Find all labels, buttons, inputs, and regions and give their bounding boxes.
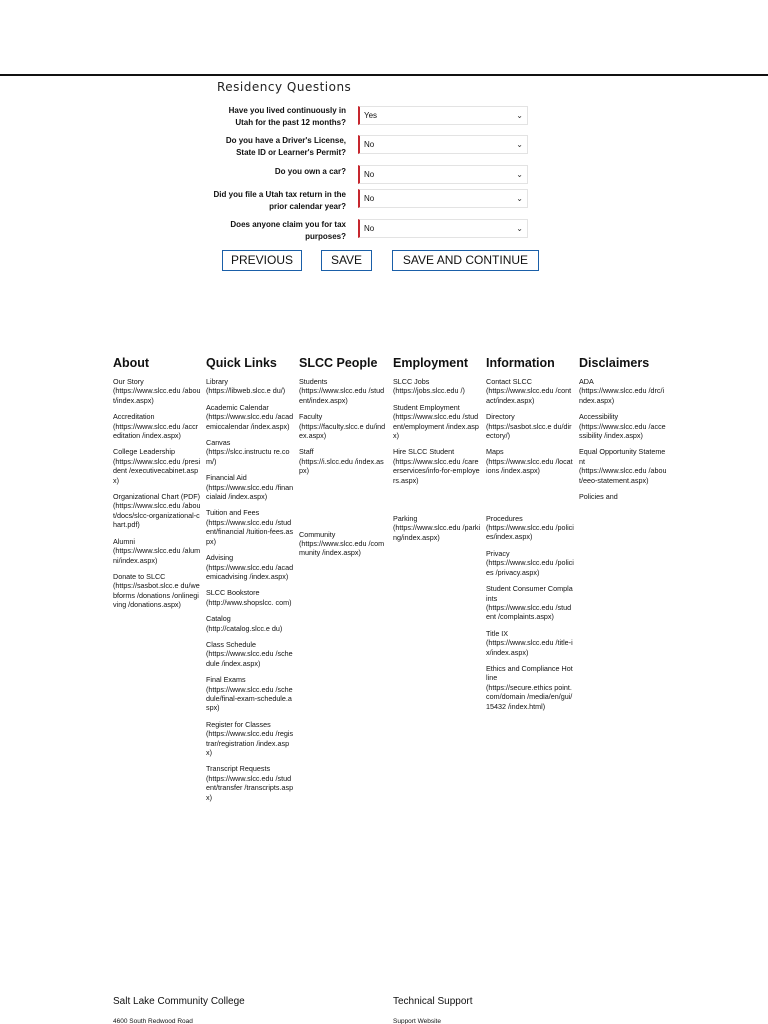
footer-link[interactable]: Student Employment (https://www.slcc.edu /student/employment /index.aspx)	[393, 402, 479, 441]
footer-link[interactable]: Community (https://www.slcc.edu /community /index.aspx)	[299, 529, 385, 558]
footer-link[interactable]: Students (https://www.slcc.edu /student/index.aspx)	[299, 377, 385, 405]
footer-link[interactable]: Alumni (https://www.slcc.edu /alumni/index.aspx)	[113, 536, 201, 565]
footer-link[interactable]: Student Consumer Complaints (https://www.slcc.edu /student /complaints.aspx)	[486, 584, 573, 622]
footer-link[interactable]: Policies and	[579, 492, 618, 502]
chevron-down-icon: ⌄	[516, 194, 523, 203]
question-row	[210, 134, 540, 160]
support-website-link[interactable]: Support Website	[393, 1018, 441, 1024]
footer-link[interactable]: Tuition and Fees (https://www.slcc.edu /student/financial /tuition-fees.aspx)	[206, 508, 294, 546]
footer-heading: SLCC People	[299, 356, 378, 370]
footer-link[interactable]: SLCC Jobs (https://jobs.slcc.edu /)	[393, 377, 465, 396]
footer-heading: Quick Links	[206, 356, 277, 370]
header-divider	[0, 74, 768, 76]
footer-link[interactable]: Equal Opportunity Statement (https://www.slcc.edu /about/eeo-statement.aspx)	[579, 447, 667, 485]
footer-column-about	[113, 355, 201, 617]
footer-link[interactable]: Register for Classes (https://www.slcc.edu /registrar/registration /index.aspx)	[206, 719, 294, 757]
chevron-down-icon: ⌄	[516, 140, 523, 149]
footer-link[interactable]: Canvas (https://slcc.instructu re.com/)	[206, 438, 290, 466]
footer-link[interactable]: College Leadership (https://www.slcc.edu /president /executivecabinet.asp x)	[113, 447, 201, 485]
footer-link[interactable]: Directory (https://sasbot.slcc.e du/directory/)	[486, 412, 572, 441]
question-row	[210, 104, 540, 130]
footer-link[interactable]: Class Schedule (https://www.slcc.edu /schedule /index.aspx)	[206, 639, 293, 668]
footer-link[interactable]: Final Exams (https://www.slcc.edu /schedule/final-exam-schedule.aspx)	[206, 675, 293, 713]
footer-link[interactable]: Contact SLCC (https://www.slcc.edu /contact/index.aspx)	[486, 377, 572, 405]
footer-link[interactable]: Faculty (https://faculty.slcc.e du/index.aspx)	[299, 412, 386, 441]
select-value: No	[364, 140, 375, 149]
footer-link[interactable]: Organizational Chart (PDF) (https://www.slcc.edu /about/docs/slcc-organizational-chart.pdf)	[113, 492, 201, 530]
tax-claim-select[interactable]	[358, 219, 528, 238]
footer-link[interactable]: Procedures (https://www.slcc.edu /policies/index.aspx)	[486, 513, 574, 542]
footer-column-quick-links	[206, 355, 294, 809]
footer-link[interactable]: Advising (https://www.slcc.edu /academicadvising /index.aspx)	[206, 553, 294, 581]
college-address: 4600 South Redwood Road	[113, 1018, 193, 1024]
footer-column-disclaimers	[579, 355, 667, 508]
footer-heading: Employment	[393, 356, 469, 370]
footer-link[interactable]: Hire SLCC Student (https://www.slcc.edu /careerservices/info-for-employers.aspx)	[393, 447, 480, 485]
footer-link[interactable]: Privacy (https://www.slcc.edu /policies /privacy.aspx)	[486, 548, 574, 577]
footer-link[interactable]: Donate to SLCC (https://sasbot.slcc.e du/webforms /donations /onlinegiving /donations.aspx)	[113, 571, 200, 610]
select-value: No	[364, 224, 375, 233]
footer-link[interactable]: Library (https://libweb.slcc.e du/)	[206, 377, 286, 396]
footer-heading: Information	[486, 356, 555, 370]
footer-link[interactable]: Title IX (https://www.slcc.edu /title-ix/index.aspx)	[486, 628, 573, 657]
section-title: Residency Questions	[217, 80, 352, 94]
footer-link[interactable]: Maps (https://www.slcc.edu /locations /index.aspx)	[486, 447, 573, 476]
previous-button[interactable]: PREVIOUS	[222, 250, 302, 271]
residency-select[interactable]	[358, 106, 528, 125]
footer-link[interactable]: Transcript Requests (https://www.slcc.edu /student/transfer /transcripts.aspx)	[206, 764, 294, 802]
question-row	[210, 164, 540, 190]
footer-column-employment	[393, 355, 481, 549]
select-value: No	[364, 170, 375, 179]
footer-link[interactable]: Our Story (https://www.slcc.edu /about/index.aspx)	[113, 377, 201, 405]
question-label: Have you lived continuously in Utah for the past 12 months?	[228, 106, 346, 127]
footer-column-slcc-people	[299, 355, 387, 565]
question-label: Did you file a Utah tax return in the prior calendar year?	[213, 190, 346, 211]
footer-link[interactable]: SLCC Bookstore (http://www.shopslcc. com)	[206, 588, 292, 607]
footer-link[interactable]: Accessibility (https://www.slcc.edu /accessibility /index.aspx)	[579, 412, 666, 441]
save-and-continue-button[interactable]: SAVE AND CONTINUE	[392, 250, 539, 271]
license-select[interactable]	[358, 135, 528, 154]
college-name: Salt Lake Community College	[113, 996, 245, 1007]
question-row	[210, 218, 540, 244]
chevron-down-icon: ⌄	[516, 224, 523, 233]
save-button[interactable]: SAVE	[321, 250, 372, 271]
footer-heading: Disclaimers	[579, 356, 650, 370]
chevron-down-icon: ⌄	[516, 170, 523, 179]
tax-return-select[interactable]	[358, 189, 528, 208]
footer-column-information	[486, 355, 574, 718]
footer-link[interactable]: Staff (https://i.slcc.edu /index.aspx)	[299, 447, 384, 476]
select-value: No	[364, 194, 375, 203]
question-label: Do you own a car?	[274, 167, 346, 176]
footer-link[interactable]: ADA (https://www.slcc.edu /drc/index.aspx)	[579, 377, 665, 405]
footer-link[interactable]: Academic Calendar (https://www.slcc.edu /academiccalendar /index.aspx)	[206, 402, 294, 431]
technical-support-heading: Technical Support	[393, 996, 473, 1007]
question-label: Does anyone claim you for tax purposes?	[230, 220, 346, 241]
footer-link[interactable]: Financial Aid (https://www.slcc.edu /financialaid /index.aspx)	[206, 473, 294, 502]
select-value: Yes	[364, 111, 378, 120]
footer-link[interactable]: Accreditation (https://www.slcc.edu /accreditation /index.aspx)	[113, 412, 199, 441]
footer-heading: About	[113, 356, 150, 370]
question-label: Do you have a Driver's License, State ID or Learner's Permit?	[225, 136, 346, 157]
footer-link[interactable]: Ethics and Compliance Hotline (https://secure.ethics point.com/domain /media/en/gui/15432 /index.html)	[486, 663, 573, 711]
footer-link[interactable]: Parking (https://www.slcc.edu /parking/index.aspx)	[393, 514, 481, 542]
chevron-down-icon: ⌄	[516, 111, 523, 120]
footer-link[interactable]: Catalog (http://catalog.slcc.e du)	[206, 614, 283, 633]
question-row	[210, 188, 540, 214]
car-select[interactable]	[358, 165, 528, 184]
